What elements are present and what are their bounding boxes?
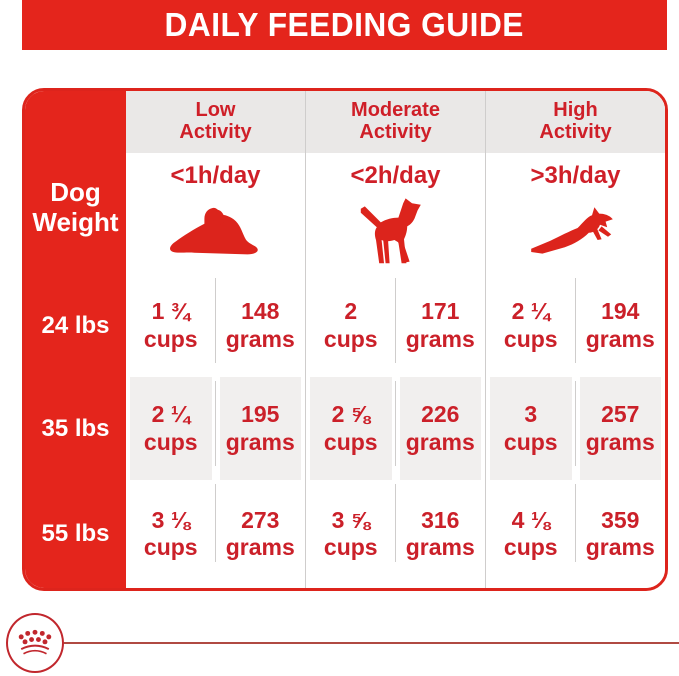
- activity-grid: [126, 91, 665, 588]
- high-55lbs-cups-cell: [486, 480, 576, 588]
- moderate-55lbs-cups-cell: [306, 480, 396, 588]
- footer-rule: [64, 642, 679, 644]
- cups-value: 2 ¼: [511, 298, 550, 325]
- grams-unit: grams: [585, 325, 655, 352]
- grams-value: 359: [601, 506, 640, 533]
- cups-value: 1 ¾: [151, 298, 190, 325]
- moderate-55lbs-grams-cell: [396, 480, 486, 588]
- cups-value: 3 ⅝: [331, 506, 370, 533]
- cups-unit: cups: [503, 325, 558, 352]
- low-55lbs-cups-cell: [126, 480, 216, 588]
- cups-unit: cups: [503, 534, 558, 560]
- high-35lbs-cups-cell: [486, 377, 576, 480]
- grams-value: 148: [241, 298, 280, 325]
- footer: [0, 609, 679, 676]
- table-row: [306, 377, 485, 480]
- cups-value: 2: [344, 298, 358, 325]
- moderate-activity-duration: <2h/day: [350, 162, 441, 189]
- table-row: [126, 274, 305, 377]
- low-activity-label-line2: Activity: [179, 121, 252, 143]
- moderate-activity-header: [306, 91, 485, 153]
- cups-unit: cups: [323, 534, 378, 560]
- grams-unit: grams: [225, 534, 295, 560]
- activity-column-high: [485, 91, 665, 588]
- feeding-guide-table: [22, 88, 668, 591]
- standing-dog-icon: [306, 190, 485, 274]
- grams-unit: grams: [585, 534, 655, 560]
- low-24lbs-cups-cell: [126, 274, 216, 377]
- grams-value: 194: [601, 298, 640, 325]
- low-activity-icon-cell: [126, 153, 305, 274]
- low-35lbs-grams-cell: [216, 377, 306, 480]
- low-35lbs-cups-cell: [126, 377, 216, 480]
- low-activity-duration: <1h/day: [170, 162, 261, 189]
- high-activity-duration: >3h/day: [530, 162, 621, 189]
- high-activity-label-line1: High: [553, 99, 598, 122]
- grams-unit: grams: [405, 325, 475, 352]
- cups-unit: cups: [143, 325, 198, 352]
- grams-unit: grams: [225, 428, 295, 455]
- table-row: [486, 377, 665, 480]
- moderate-35lbs-cups-cell: [306, 377, 396, 480]
- high-24lbs-grams-cell: [576, 274, 666, 377]
- cups-value: 2 ⅝: [331, 401, 370, 428]
- low-55lbs-grams-cell: [216, 480, 306, 588]
- lying-dog-icon: [126, 190, 305, 274]
- moderate-activity-icon-cell: [306, 153, 485, 274]
- high-24lbs-cups-cell: [486, 274, 576, 377]
- grams-value: 273: [241, 506, 280, 533]
- table-row: [486, 480, 665, 588]
- table-row: [126, 377, 305, 480]
- cups-value: 3: [524, 401, 538, 428]
- table-row: [486, 274, 665, 377]
- cups-value: 2 ¼: [151, 401, 190, 428]
- weight-column-header: [25, 91, 126, 274]
- grams-value: 226: [421, 401, 460, 428]
- weight-row-label: 55 lbs: [41, 520, 110, 547]
- cups-value: 3 ⅛: [151, 506, 190, 533]
- high-35lbs-grams-cell: [576, 377, 666, 480]
- grams-value: 316: [421, 506, 460, 533]
- high-activity-label-line2: Activity: [539, 121, 612, 143]
- page-title: DAILY FEEDING GUIDE: [164, 6, 525, 43]
- table-row: [306, 274, 485, 377]
- weight-column: [25, 91, 126, 588]
- grams-unit: grams: [405, 534, 475, 560]
- activity-column-moderate: [305, 91, 485, 588]
- cups-value: 4 ⅛: [511, 506, 550, 533]
- royal-canin-crown-logo: [6, 613, 64, 673]
- cups-unit: cups: [143, 534, 198, 560]
- cups-unit: cups: [143, 428, 198, 455]
- moderate-35lbs-grams-cell: [396, 377, 486, 480]
- high-activity-icon-cell: [486, 153, 665, 274]
- high-activity-header: [486, 91, 665, 153]
- grams-value: 257: [601, 401, 640, 428]
- weight-header-line2: Weight: [32, 206, 119, 237]
- grams-value: 171: [421, 298, 460, 325]
- grams-value: 195: [241, 401, 280, 428]
- moderate-24lbs-grams-cell: [396, 274, 486, 377]
- moderate-24lbs-cups-cell: [306, 274, 396, 377]
- grams-unit: grams: [585, 428, 655, 455]
- title-banner: [22, 0, 667, 50]
- weight-row-label: 35 lbs: [41, 414, 110, 442]
- moderate-activity-label-line2: Activity: [359, 121, 432, 143]
- table-row: [306, 480, 485, 588]
- low-24lbs-grams-cell: [216, 274, 306, 377]
- weight-row-label: 24 lbs: [41, 311, 110, 339]
- grams-unit: grams: [225, 325, 295, 352]
- weight-header-line1: Dog: [50, 177, 101, 208]
- table-row: [126, 480, 305, 588]
- activity-column-low: [126, 91, 305, 588]
- running-dog-icon: [486, 190, 665, 274]
- cups-unit: cups: [503, 428, 558, 455]
- moderate-activity-label-line1: Moderate: [351, 99, 440, 122]
- cups-unit: cups: [323, 428, 378, 455]
- cups-unit: cups: [323, 325, 378, 352]
- grams-unit: grams: [405, 428, 475, 455]
- high-55lbs-grams-cell: [576, 480, 666, 588]
- low-activity-header: [126, 91, 305, 153]
- low-activity-label-line1: Low: [195, 99, 236, 122]
